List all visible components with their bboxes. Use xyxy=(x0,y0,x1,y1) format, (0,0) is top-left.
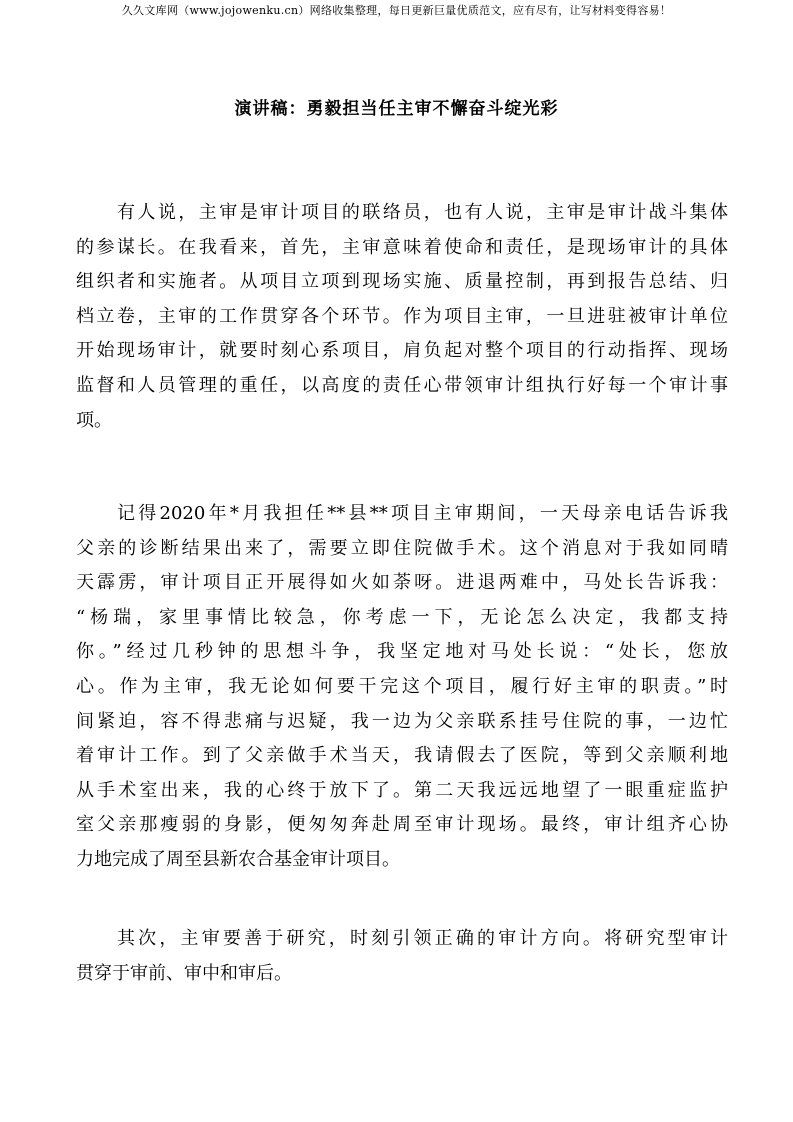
text-line: 开始现场审计，就要时刻心系项目，肩负起对整个项目的行动指挥、现场 xyxy=(76,340,728,362)
text-line: 的参谋长。在我看来，首先，主审意味着使命和责任，是现场审计的具体 xyxy=(76,236,728,258)
paragraph-3 xyxy=(76,922,728,991)
text-line: “杨瑞，家里事情比较急，你考虑一下，无论怎么决定，我都支持 xyxy=(76,606,728,628)
page-header: 久久文库网（www.jojowenku.cn）网络收集整理，每日更新巨量优质范文，应有尽有，让写材料变得容易！ xyxy=(121,4,672,17)
text-line: 贯穿于审前、审中和审后。 xyxy=(76,962,292,984)
text-line: 室父亲那瘦弱的身影，便匆匆奔赴周至审计现场。最终，审计组齐心协 xyxy=(76,814,728,836)
text-line: 着审计工作。到了父亲做手术当天，我请假去了医院，等到父亲顺利地 xyxy=(76,745,728,767)
paragraph-1 xyxy=(76,196,728,438)
text-line: 力地完成了周至县新农合基金审计项目。 xyxy=(76,848,400,870)
text-line: 从手术室出来，我的心终于放下了。第二天我远远地望了一眼重症监护 xyxy=(76,779,728,801)
text-line: 档立卷，主审的工作贯穿各个环节。作为项目主审，一旦进驻被审计单位 xyxy=(76,305,728,327)
text-line: 心。作为主审，我无论如何要干完这个项目，履行好主审的职责。”时 xyxy=(76,675,728,697)
document-title: 演讲稿：勇毅担当任主审不懈奋斗绽光彩 xyxy=(234,99,559,119)
text-line: 其次，主审要善于研究，时刻引领正确的审计方向。将研究型审计 xyxy=(117,928,728,949)
text-line: 组织者和实施者。从项目立项到现场实施、质量控制，再到报告总结、归 xyxy=(76,271,728,293)
text-line: 有人说，主审是审计项目的联络员，也有人说，主审是审计战斗集体 xyxy=(117,202,728,223)
text-line: 天霹雳，审计项目正开展得如火如荼呀。进退两难中，马处长告诉我： xyxy=(76,572,728,594)
text-line: 记得2020年*月我担任**县**项目主审期间，一天母亲电话告诉我 xyxy=(117,503,728,524)
text-line: 项。 xyxy=(76,409,112,431)
text-line: 监督和人员管理的重任，以高度的责任心带领审计组执行好每一个审计事 xyxy=(76,374,728,396)
text-line: 间紧迫，容不得悲痛与迟疑，我一边为父亲联系挂号住院的事，一边忙 xyxy=(76,710,728,732)
text-line: 你。”经过几秒钟的思想斗争，我坚定地对马处长说：“处长，您放 xyxy=(76,641,728,663)
paragraph-2 xyxy=(76,497,728,878)
text-line: 父亲的诊断结果出来了，需要立即住院做手术。这个消息对于我如同晴 xyxy=(76,537,728,559)
